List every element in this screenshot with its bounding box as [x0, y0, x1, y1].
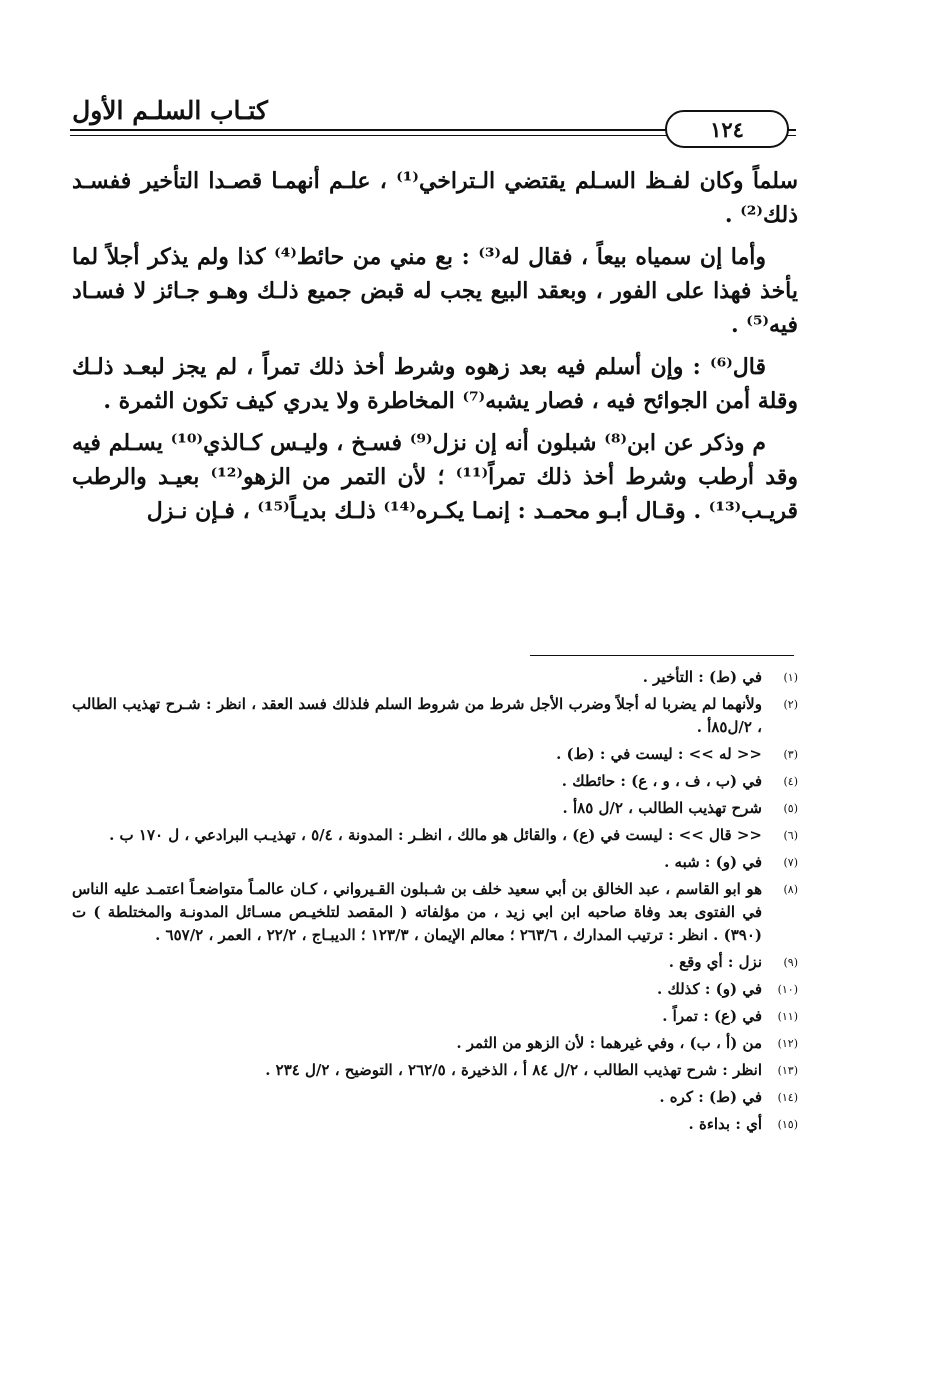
footnote-number: (٣): [783, 748, 798, 761]
footnote: [72, 666, 798, 689]
footnote: [72, 743, 798, 766]
footnote-number: (١): [783, 671, 798, 684]
footnote: [72, 770, 798, 793]
footnote: [72, 878, 798, 947]
running-header: [70, 96, 796, 146]
footnote-number: (٨): [783, 883, 798, 896]
footnote: [72, 824, 798, 847]
footnote: [72, 951, 798, 974]
footnote-separator: [530, 655, 794, 656]
footnote-number: (١٠): [777, 983, 798, 996]
footnote-number: (١٣): [777, 1064, 798, 1077]
footnote: [72, 1086, 798, 1109]
footnote: [72, 693, 798, 739]
footnote-number: (٧): [783, 856, 798, 869]
footnote-text: في (ط) : كره .: [659, 1088, 762, 1106]
footnote-text: أي : بداءة .: [688, 1115, 762, 1133]
main-text: [72, 164, 798, 536]
footnote-text: نزل : أي وقع .: [668, 953, 762, 971]
footnote-number: (٢): [783, 698, 798, 711]
page-number-badge: [665, 110, 789, 148]
footnote-text: ولأنهما لم يضربا له أجلاً وضرب الأجل شرط من شروط السلم فلذلك فسد العقد ، انظر : شـرح تهذيب الطالب ، ٢/ل٨٥أ .: [72, 695, 762, 736]
footnote: [72, 1059, 798, 1082]
paragraph: قال⁽⁶⁾ : وإن أسلم فيه بعد زهوه وشرط أخذ ذلك تمراً ، لم يجز لبعـد ذلـك وقلة أمن الجوائح فيه ، فصار يشبه⁽⁷⁾ المخاطرة ولا يدري كيف تكون الثمرة .: [72, 354, 798, 414]
page-number: ١٢٤: [710, 116, 744, 142]
footnote: [72, 1005, 798, 1028]
footnote: [72, 797, 798, 820]
footnote-number: (١٢): [777, 1037, 798, 1050]
footnote-text: في (و) : شبه .: [664, 853, 762, 871]
footnote-text: << قال >> : ليست في (ع) ، والقائل هو مالك ، انظـر : المدونة ، ٥/٤ ، تهذيـب البرادعي ، ل ١٧٠ ب .: [109, 826, 762, 844]
footnotes: [72, 666, 798, 1140]
footnote-number: (٥): [783, 802, 798, 815]
footnote: [72, 1113, 798, 1136]
footnote-number: (٩): [783, 956, 798, 969]
footnote: [72, 1032, 798, 1055]
paragraph: سلماً وكان لفـظ السـلم يقتضي الـتراخي⁽¹⁾ ، علـم أنهمـا قصـدا التأخير ففسـد ذلك⁽²⁾ .: [72, 168, 798, 228]
footnote-number: (١٥): [777, 1118, 798, 1131]
footnote: [72, 851, 798, 874]
footnote-text: شرح تهذيب الطالب ، ٢/ل ٨٥أ .: [562, 799, 762, 817]
paragraph: م وذكر عن ابن⁽⁸⁾ شبلون أنه إن نزل⁽⁹⁾ فسـخ ، وليـس كـالذي⁽¹⁰⁾ يسـلم فيه وقد أرطب وشرط أخذ ذلك تمراً⁽¹¹⁾ ؛ لأن التمر من الزهو⁽¹²⁾ بعيـد والرطب قريـب⁽¹³⁾ . وقـال أبـو محمـد : إنمـا يكـره⁽¹⁴⁾ ذلـك بديـاً⁽¹⁵⁾ ، فـإن نـزل: [72, 430, 798, 524]
footnote-text: في (و) : كذلك .: [657, 980, 762, 998]
footnote-text: في (ب ، ف ، و ، ع) : حائطك .: [561, 772, 762, 790]
footnote-number: (٤): [783, 775, 798, 788]
running-header-title: كتـاب السلـم الأول: [72, 96, 268, 125]
footnote-number: (٦): [783, 829, 798, 842]
footnote-number: (١١): [777, 1010, 798, 1023]
footnote-text: في (ط) : التأخير .: [642, 668, 762, 686]
footnote-text: انظر : شرح تهذيب الطالب ، ٢/ل ٨٤ أ ، الذخيرة ، ٢٦٢/٥ ، التوضيح ، ٢/ل ٢٣٤ .: [265, 1061, 762, 1079]
footnote-text: هو ابو القاسم ، عبد الخالق بن أبي سعيد خلف بن شـبلون القـيرواني ، كـان عالمـاً متواضعـاً اعتمـد عليه الناس في الفتوى بعد وفاة صاحبه ابن ابي زيد ، من مؤلفاته ( المقصد لتلخيـص مسـائل المدونـة والمختلطة ) ت (٣٩٠) . انظر : ترتيب المدارك ، ٢٦٣/٦ ؛ معالم الإيمان ، ١٢٣/٣ ؛ الديبـاج ، ٢٢/٢ ، العمر ، ٦٥٧/٢ .: [72, 880, 762, 944]
footnote-text: في (ع) : تمراً .: [662, 1007, 762, 1025]
footnote-number: (١٤): [777, 1091, 798, 1104]
footnote-text: << له >> : ليست في : (ط) .: [556, 745, 762, 763]
footnote: [72, 978, 798, 1001]
paragraph: وأما إن سمياه بيعاً ، فقال له⁽³⁾ : بع مني من حائط⁽⁴⁾ كذا ولم يذكر أجلاً لما يأخذ فهذا على الفور ، وبعقد البيع يجب له قبض جميع ذلـك وهـو جـائز لا فسـاد فيه⁽⁵⁾ .: [72, 244, 798, 338]
footnote-text: من (أ ، ب) ، وفي غيرهما : لأن الزهو من الثمر .: [456, 1034, 762, 1052]
